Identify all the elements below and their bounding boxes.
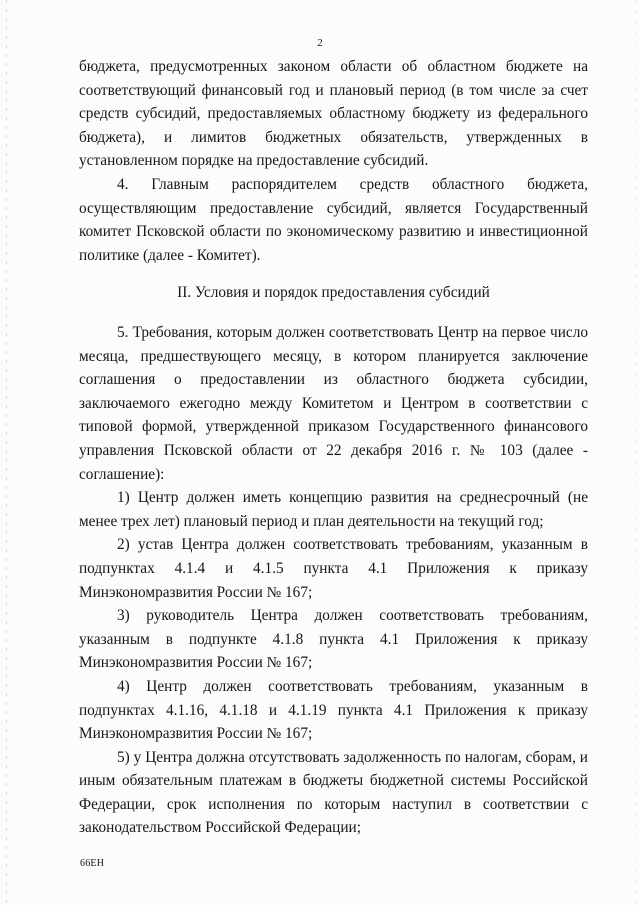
scan-edge-right — [635, 0, 636, 905]
document-code: 66ЕН — [80, 858, 105, 869]
paragraph-5: 5. Требования, которым должен соответствовать Центр на первое число месяца, предшествующего месяцу, в котором планируется заключение соглашения о предоставлении из областного бюджета субсидии, заключаемого ежегодно между Комитетом и Центром в соответствии с типовой формой, утвержденной приказом Государственного финансового управления Псковской области от 22 декабря 2016 г. № 103 (далее - соглашение): — [79, 324, 588, 483]
section-heading: II. Условия и порядок предоставления субсидий — [177, 284, 490, 301]
list-item-1: 1) Центр должен иметь концепцию развития на среднесрочный (не менее трех лет) плановый период и план деятельности на текущий год; — [79, 489, 588, 530]
paragraph-4: 4. Главным распорядителем средств областного бюджета, осуществляющим предоставление субсидий, является Государственный комитет Псковской области по экономическому развитию и инвестиционной политике (далее - Комитет). — [79, 175, 588, 264]
list-item-5: 5) у Центра должна отсутствовать задолженность по налогам, сборам, и иным обязательным платежам в бюджеты бюджетной системы Российской Федерации, срок исполнения по которым наступил в соответствии с законодательством Российской Федерации; — [79, 748, 588, 837]
list-item-3: 3) руководитель Центра должен соответствовать требованиям, указанным в подпункте 4.1.8 пункта 4.1 Приложения к приказу Минэкономразвития России № 167; — [79, 607, 588, 672]
list-item-2: 2) устав Центра должен соответствовать требованиям, указанным в подпунктах 4.1.4 и 4.1.5 пункта 4.1 Приложения к приказу Минэкономразвития России № 167; — [79, 536, 588, 601]
paragraph-continuation: бюджета, предусмотренных законом области об областном бюджете на соответствующий финансовый год и плановый период (в том числе за счет средств субсидий, предоставляемых областному бюджету из федерального бюджета), и лимитов бюджетных обязательств, утвержденных в установленном порядке на предоставление субсидий. — [79, 58, 588, 170]
scan-edge-left — [6, 0, 7, 905]
page-number: 2 — [317, 37, 323, 49]
text-block-main — [79, 321, 588, 840]
text-block-top — [79, 55, 588, 267]
list-item-4: 4) Центр должен соответствовать требованиям, указанным в подпунктах 4.1.16, 4.1.18 и 4.1.19 пункта 4.1 Приложения к приказу Минэкономразвития России № 167; — [79, 677, 588, 743]
